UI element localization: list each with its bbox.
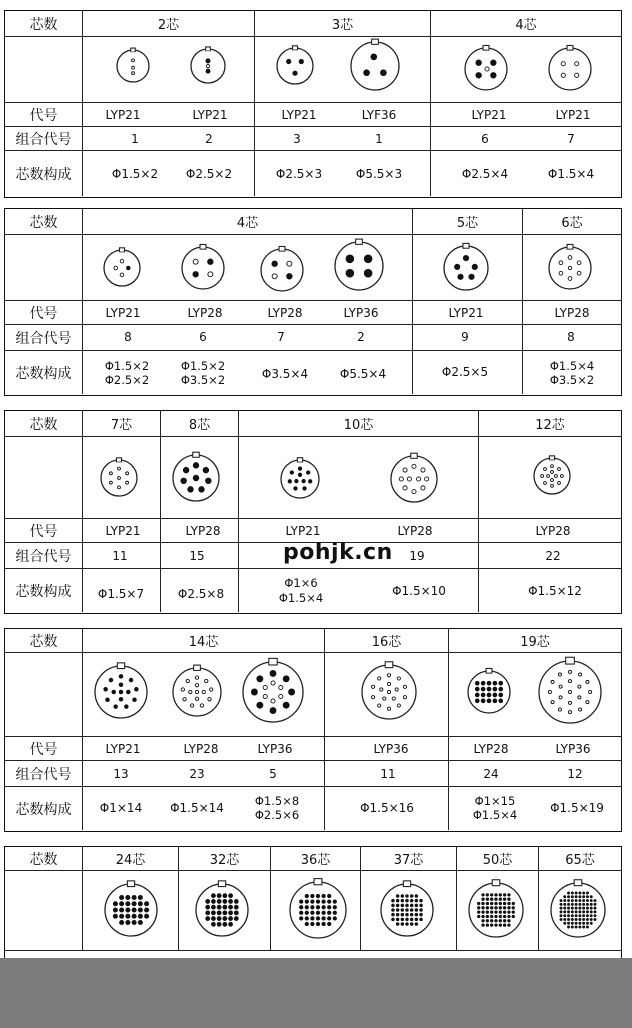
- row-label-cores: 芯数: [5, 209, 83, 235]
- combo-value: 11: [112, 549, 128, 563]
- group-header: 8芯: [161, 411, 239, 437]
- connector-face-icon: [549, 244, 591, 289]
- connector-face-icon: [362, 662, 416, 719]
- combo-value: 1: [131, 132, 139, 146]
- combo-value: 8: [124, 330, 132, 344]
- composition-value: Φ1.5×8: [254, 794, 300, 808]
- code-value: LYP21: [285, 524, 321, 538]
- row-label-combo-code: 组合代号: [5, 543, 83, 569]
- composition-value: Φ1.5×4: [278, 591, 324, 605]
- combo-value: 22: [545, 549, 561, 563]
- combo-value: 12: [567, 767, 583, 781]
- connector-face-icon: [465, 45, 507, 90]
- connector-face-icon: [290, 879, 346, 938]
- composition-value: Φ2.5×5: [441, 365, 489, 379]
- composition-value: Φ1.5×14: [170, 801, 224, 815]
- connector-face-icon: [105, 881, 157, 936]
- code-value: LYP28: [473, 742, 509, 756]
- row-label-cores: 芯数: [5, 629, 83, 653]
- connector-face-icon: [444, 243, 488, 290]
- row-label-code: 代号: [5, 737, 83, 761]
- connector-face-icon: [101, 458, 137, 496]
- connector-face-icon: [335, 239, 383, 290]
- code-value: LYP28: [187, 306, 223, 320]
- composition-value: Φ1.5×4: [549, 359, 595, 373]
- connector-face-icon: [173, 665, 221, 716]
- group-header: 4芯: [431, 11, 621, 37]
- group-header: 6芯: [523, 209, 621, 235]
- connector-face-icon: [196, 881, 248, 936]
- composition-value: Φ2.5×4: [461, 167, 509, 181]
- combo-value: 8: [567, 330, 575, 344]
- row-label-cores: 芯数: [5, 11, 83, 37]
- group-header: 24芯: [83, 847, 179, 871]
- combo-value: 3: [293, 132, 301, 146]
- composition-value: Φ1.5×12: [528, 584, 582, 598]
- row-label-cores: 芯数: [5, 411, 83, 437]
- code-value: LYP21: [471, 108, 507, 122]
- group-header: 16芯: [325, 629, 449, 653]
- composition-value: Φ3.5×2: [180, 373, 226, 387]
- combo-value: 23: [189, 767, 205, 781]
- code-value: LYP21: [105, 524, 141, 538]
- composition-value: Φ1.5×4: [547, 167, 595, 181]
- group-header: 2芯: [83, 11, 255, 37]
- row-label-core-composition: 芯数构成: [5, 569, 83, 612]
- connector-face-icon: [191, 47, 225, 83]
- connector-face-icon: [182, 244, 224, 289]
- composition-value: Φ2.5×6: [254, 808, 300, 822]
- composition-value: Φ2.5×3: [275, 167, 323, 181]
- row-label-combo-code: 组合代号: [5, 325, 83, 351]
- composition-value: Φ1.5×16: [360, 801, 414, 815]
- row-label-core-composition: 芯数构成: [5, 787, 83, 830]
- combo-value: 11: [380, 767, 396, 781]
- combo-value: 24: [483, 767, 499, 781]
- connector-face-icon: [539, 657, 601, 723]
- code-value: LYP21: [281, 108, 317, 122]
- row-label-code: 代号: [5, 301, 83, 325]
- code-value: LYP28: [554, 306, 590, 320]
- code-value: LYF36: [361, 108, 397, 122]
- combo-value: 15: [189, 549, 205, 563]
- code-value: LYP28: [397, 524, 433, 538]
- row-label-code: 代号: [5, 519, 83, 543]
- group-header: 12芯: [479, 411, 621, 437]
- combo-value: 19: [409, 549, 425, 563]
- connector-face-icon: [534, 456, 570, 494]
- composition-value: Φ3.5×2: [549, 373, 595, 387]
- group-header: 19芯: [449, 629, 621, 653]
- bottom-gray-band: [0, 958, 632, 1028]
- group-header: 50芯: [457, 847, 539, 871]
- code-value: LYP28: [185, 524, 221, 538]
- row-label-cores: 芯数: [5, 847, 83, 871]
- connector-face-icon: [95, 663, 147, 718]
- composition-value: Φ3.5×4: [261, 367, 309, 381]
- code-value: LYP28: [535, 524, 571, 538]
- composition-value: Φ1.5×7: [97, 587, 145, 601]
- code-value: LYP21: [192, 108, 228, 122]
- code-value: LYP21: [448, 306, 484, 320]
- row-label-combo-code: 组合代号: [5, 761, 83, 787]
- connector-face-icon: [117, 48, 149, 82]
- combo-value: 7: [567, 132, 575, 146]
- combo-value: 1: [375, 132, 383, 146]
- code-value: LYP36: [373, 742, 409, 756]
- group-header: 37芯: [361, 847, 457, 871]
- composition-value: Φ2.5×2: [104, 373, 150, 387]
- connector-face-icon: [261, 246, 303, 291]
- code-value: LYP28: [267, 306, 303, 320]
- composition-value: Φ1×6: [284, 576, 318, 590]
- combo-value: 6: [481, 132, 489, 146]
- combo-value: 13: [113, 767, 129, 781]
- group-header: 3芯: [255, 11, 431, 37]
- group-header: 7芯: [83, 411, 161, 437]
- row-label-combo-code: 组合代号: [5, 127, 83, 151]
- group-header: 32芯: [179, 847, 271, 871]
- connector-face-icon: [381, 881, 433, 936]
- connector-face-icon: [173, 452, 219, 501]
- connector-face-icon: [351, 39, 399, 90]
- composition-value: Φ1.5×19: [550, 801, 604, 815]
- connector-face-icon: [243, 658, 303, 722]
- combo-value: 7: [277, 330, 285, 344]
- combo-value: 2: [357, 330, 365, 344]
- composition-value: Φ1.5×2: [180, 359, 226, 373]
- watermark-text: pohjk.cn: [283, 540, 393, 565]
- row-label-code: 代号: [5, 103, 83, 127]
- composition-value: Φ1.5×2: [111, 167, 159, 181]
- row-label-core-composition: 芯数构成: [5, 151, 83, 196]
- composition-value: Φ2.5×2: [185, 167, 233, 181]
- combo-value: 5: [269, 767, 277, 781]
- code-value: LYP21: [105, 742, 141, 756]
- group-header: 4芯: [83, 209, 413, 235]
- code-value: LYP36: [555, 742, 591, 756]
- connector-face-icon: [468, 668, 510, 713]
- composition-value: Φ1.5×10: [392, 584, 446, 598]
- combo-value: 2: [205, 132, 213, 146]
- composition-value: Φ5.5×3: [355, 167, 403, 181]
- composition-value: Φ2.5×8: [177, 587, 225, 601]
- code-value: LYP21: [105, 108, 141, 122]
- combo-value: 6: [199, 330, 207, 344]
- group-header: 14芯: [83, 629, 325, 653]
- connector-face-icon: [104, 248, 140, 286]
- group-header: 5芯: [413, 209, 523, 235]
- composition-value: Φ5.5×4: [339, 367, 387, 381]
- connector-face-icon: [551, 880, 605, 937]
- group-header: 36芯: [271, 847, 361, 871]
- connector-face-icon: [549, 45, 591, 90]
- code-value: LYP28: [183, 742, 219, 756]
- code-value: LYP21: [105, 306, 141, 320]
- group-header: 65芯: [539, 847, 621, 871]
- composition-value: Φ1.5×2: [104, 359, 150, 373]
- code-value: LYP21: [555, 108, 591, 122]
- group-header: 10芯: [239, 411, 479, 437]
- code-value: LYP36: [343, 306, 379, 320]
- row-label-core-composition: 芯数构成: [5, 351, 83, 394]
- combo-value: 9: [461, 330, 469, 344]
- connector-face-icon: [391, 453, 437, 502]
- composition-value: Φ1×15: [474, 794, 516, 808]
- connector-face-icon: [277, 46, 313, 84]
- connector-face-icon: [281, 458, 319, 498]
- connector-face-icon: [469, 880, 523, 937]
- composition-value: Φ1×14: [99, 801, 143, 815]
- code-value: LYP36: [257, 742, 293, 756]
- composition-value: Φ1.5×4: [472, 808, 518, 822]
